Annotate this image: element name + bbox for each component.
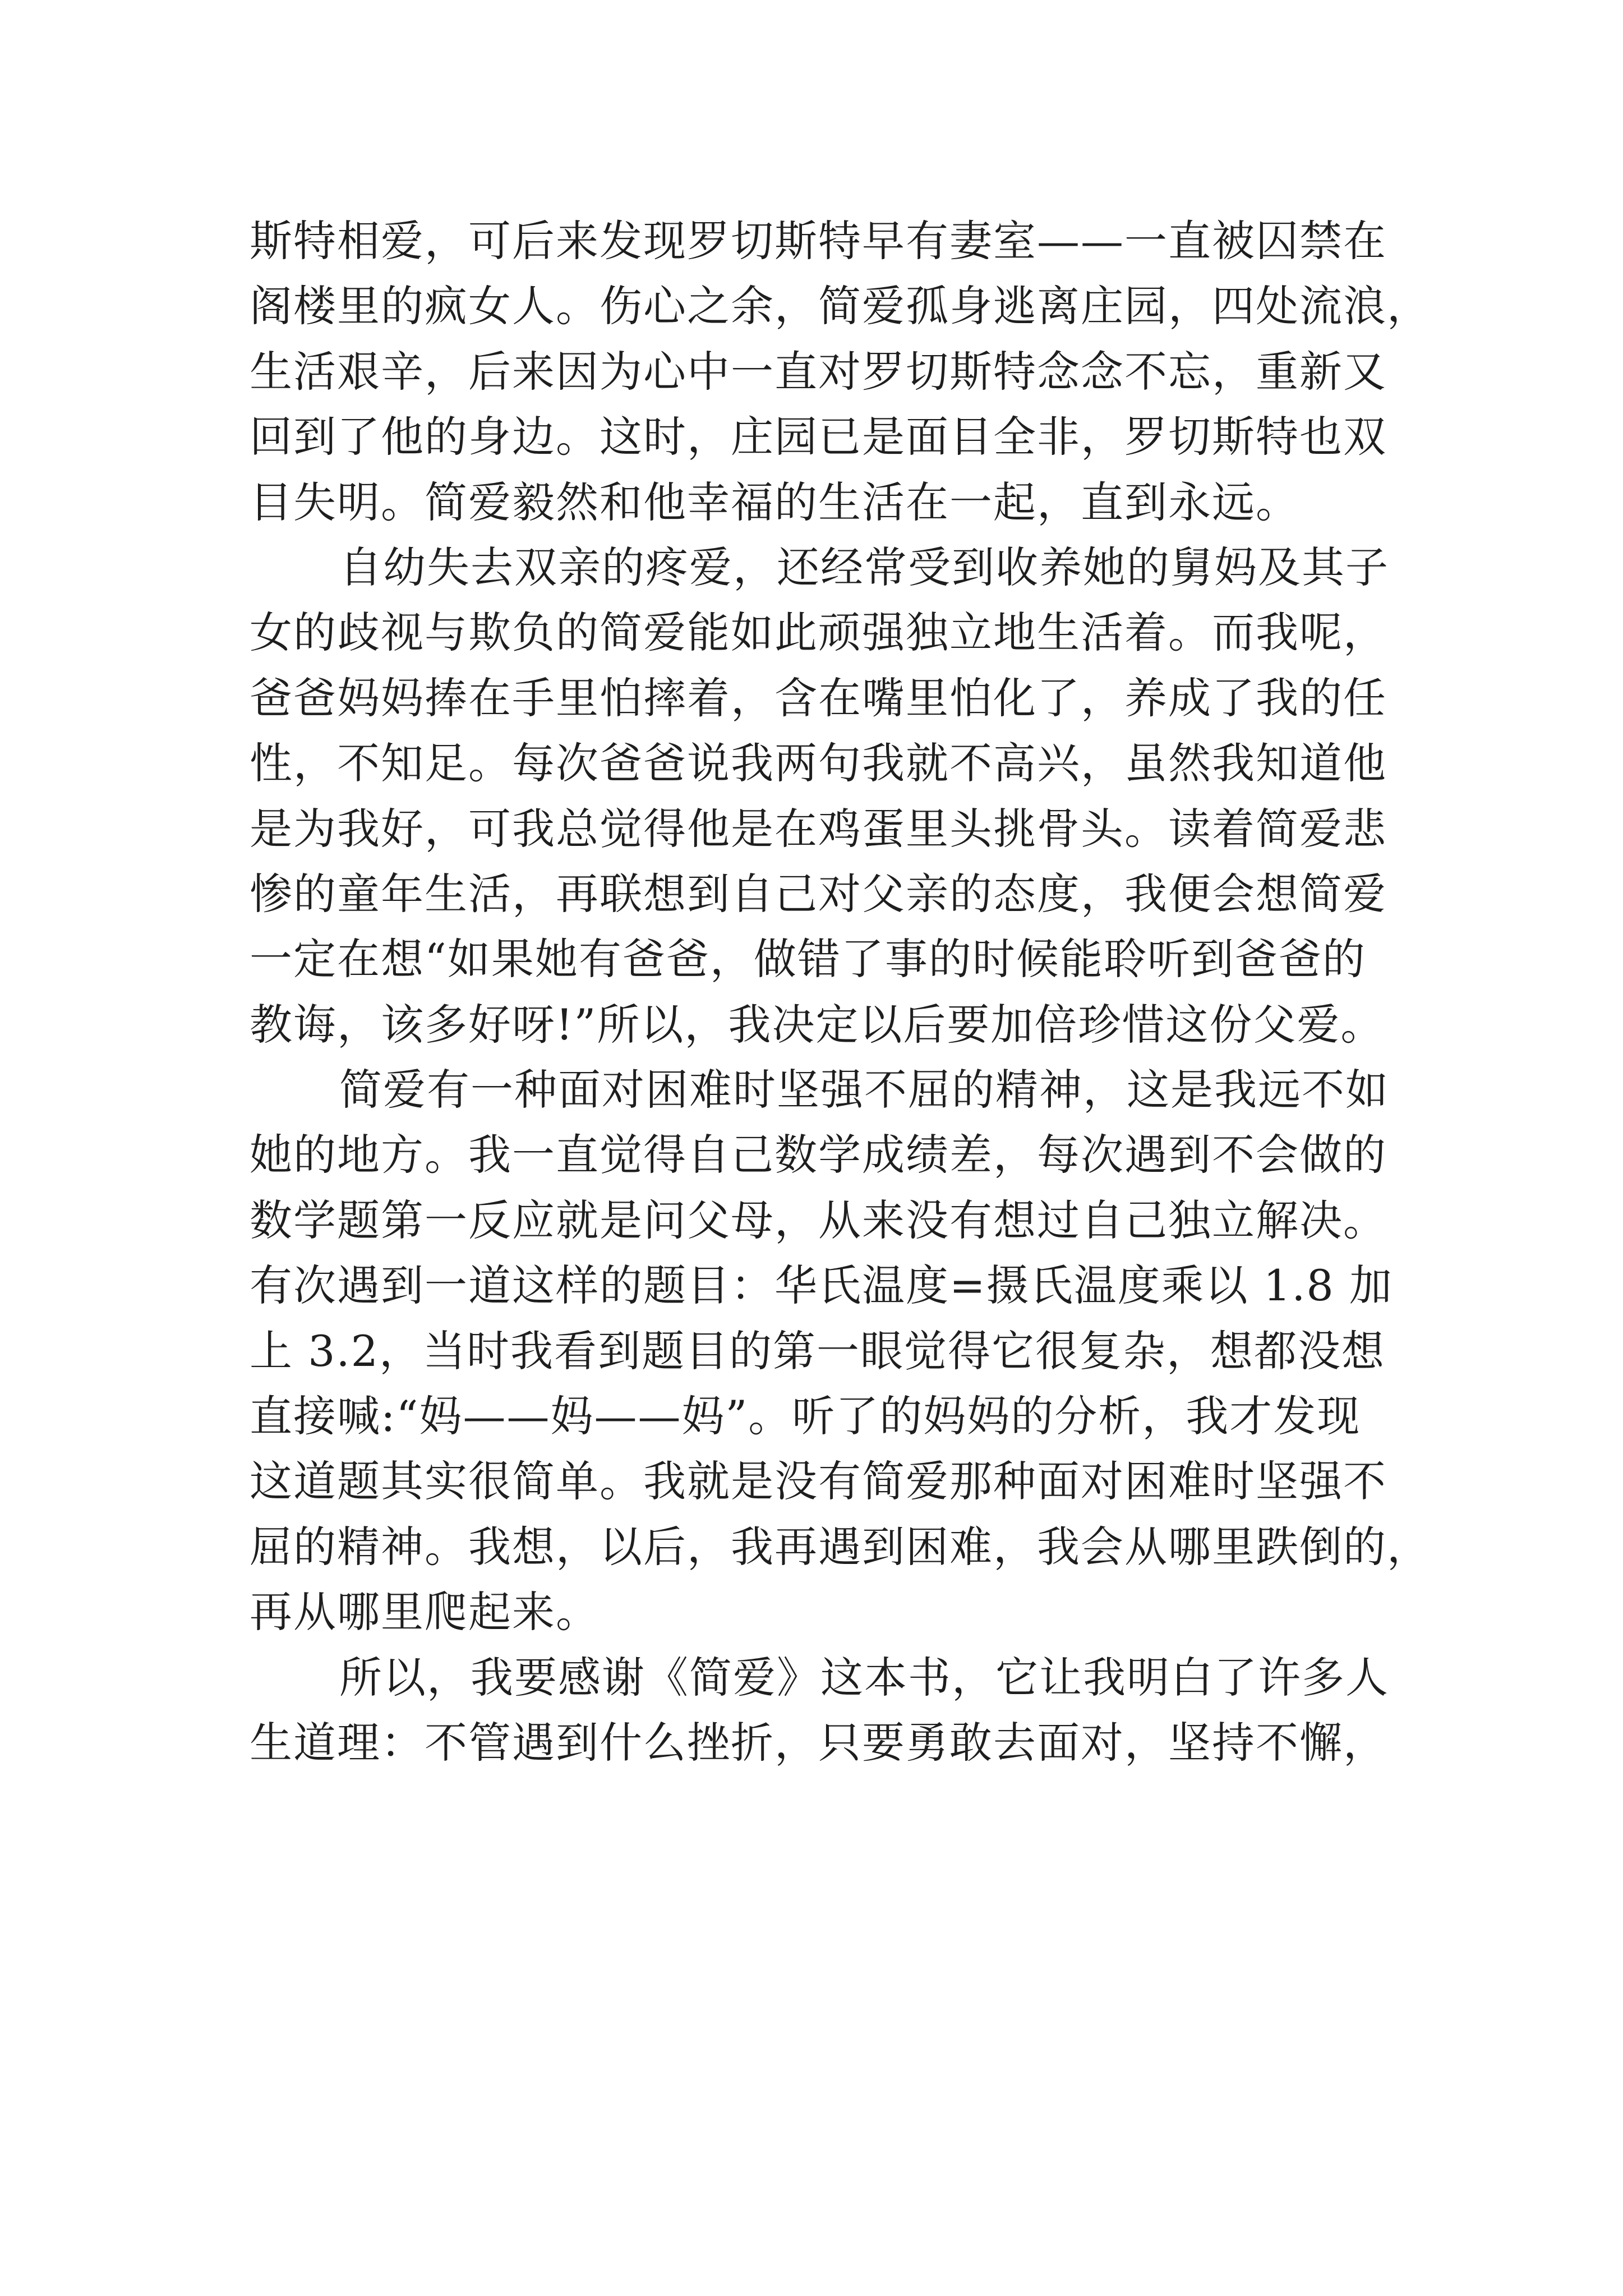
text-line: 一定在想“如果她有爸爸，做错了事的时候能聆听到爸爸的 (250, 934, 1366, 984)
paragraph-start-line: 自幼失去双亲的疼爱，还经常受到收养她的舅妈及其子 (339, 542, 1389, 592)
text-line: 生道理：不管遇到什么挫折，只要勇敢去面对，坚持不懈， (250, 1717, 1387, 1768)
text-line: 上 3.2，当时我看到题目的第一眼觉得它很复杂，想都没想 (250, 1326, 1386, 1376)
text-line: 这道题其实很简单。我就是没有简爱那种面对困难时坚强不 (250, 1456, 1387, 1507)
body-text (250, 209, 1431, 1775)
text-line: 阁楼里的疯女人。伤心之余，简爱孤身逃离庄园，四处流浪， (250, 281, 1431, 332)
text-line: 回到了他的身边。这时，庄园已是面目全非，罗切斯特也双 (250, 412, 1387, 462)
text-line: 目失明。简爱毅然和他幸福的生活在一起，直到永远。 (250, 477, 1299, 527)
text-line: 女的歧视与欺负的简爱能如此顽强独立地生活着。而我呢， (250, 608, 1387, 658)
text-line: 直接喊:“妈——妈——妈”。听了的妈妈的分析，我才发现 (250, 1391, 1361, 1442)
text-line: 数学题第一反应就是问父母，从来没有想过自己独立解决。 (250, 1195, 1387, 1245)
text-line: 屈的精神。我想，以后，我再遇到困难，我会从哪里跌倒的， (250, 1521, 1431, 1572)
paragraph-start-line: 所以，我要感谢《简爱》这本书，它让我明白了许多人 (339, 1652, 1389, 1703)
text-line: 有次遇到一道这样的题目：华氏温度=摄氏温度乘以 1.8 加 (250, 1260, 1393, 1311)
paragraph-start-line: 简爱有一种面对困难时坚强不屈的精神，这是我远不如 (339, 1065, 1389, 1115)
text-line: 斯特相爱，可后来发现罗切斯特早有妻室——一直被囚禁在 (250, 216, 1387, 266)
text-line: 她的地方。我一直觉得自己数学成绩差，每次遇到不会做的 (250, 1130, 1387, 1180)
text-line: 是为我好，可我总觉得他是在鸡蛋里头挑骨头。读着简爱悲 (250, 803, 1387, 854)
text-line: 性，不知足。每次爸爸说我两句我就不高兴，虽然我知道他 (250, 738, 1387, 789)
text-line: 教诲，该多好呀!”所以，我决定以后要加倍珍惜这份父爱。 (250, 999, 1385, 1050)
text-line: 生活艰辛，后来因为心中一直对罗切斯特念念不忘，重新又 (250, 346, 1387, 397)
text-line: 惨的童年生活，再联想到自己对父亲的态度，我便会想简爱 (250, 868, 1387, 919)
text-line: 再从哪里爬起来。 (250, 1587, 600, 1637)
text-line: 爸爸妈妈捧在手里怕摔着，含在嘴里怕化了，养成了我的任 (250, 673, 1387, 723)
